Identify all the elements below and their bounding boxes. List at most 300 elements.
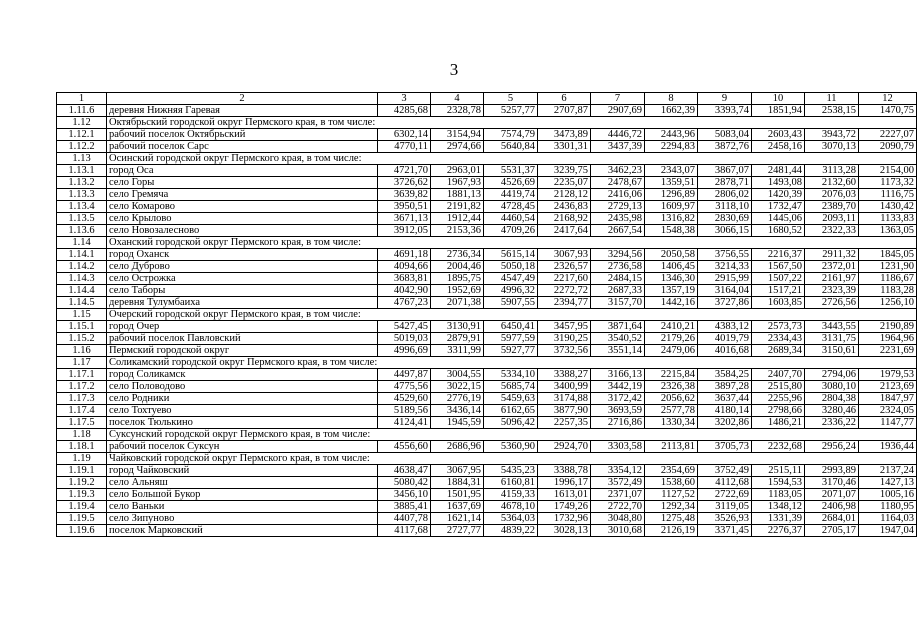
row-code: 1.19 [57, 453, 107, 465]
value-cell: 7574,79 [484, 129, 538, 141]
value-cell: 1847,97 [859, 393, 917, 405]
value-cell: 4497,87 [378, 369, 431, 381]
value-cell: 3157,70 [591, 297, 645, 309]
value-cell: 4019,79 [698, 333, 752, 345]
table-row [57, 417, 917, 429]
value-cell: 2684,01 [805, 513, 859, 525]
value-cell: 3303,58 [591, 441, 645, 453]
table-row [57, 405, 917, 417]
value-cell: 3154,94 [431, 129, 484, 141]
row-code: 1.13.6 [57, 225, 107, 237]
value-cell: 2406,98 [805, 501, 859, 513]
row-code: 1.19.3 [57, 489, 107, 501]
row-code: 1.18.1 [57, 441, 107, 453]
value-cell: 5927,77 [484, 345, 538, 357]
value-cell: 2963,01 [431, 165, 484, 177]
column-header: 1 [57, 93, 107, 105]
row-code: 1.13.2 [57, 177, 107, 189]
value-cell: 1292,34 [645, 501, 698, 513]
value-cell: 2538,15 [805, 105, 859, 117]
row-code: 1.15.1 [57, 321, 107, 333]
row-name: село Зипуново [107, 513, 378, 525]
row-code: 1.14.5 [57, 297, 107, 309]
value-cell: 2190,89 [859, 321, 917, 333]
value-cell: 1964,96 [859, 333, 917, 345]
value-cell: 1507,22 [752, 273, 805, 285]
value-cell: 3130,91 [431, 321, 484, 333]
value-cell: 1186,67 [859, 273, 917, 285]
value-cell: 2603,43 [752, 129, 805, 141]
row-name: село Крылово [107, 213, 378, 225]
table-body [57, 105, 917, 537]
value-cell: 2372,01 [805, 261, 859, 273]
value-cell: 1357,19 [645, 285, 698, 297]
value-cell: 4094,66 [378, 261, 431, 273]
value-cell: 1947,04 [859, 525, 917, 537]
value-cell: 1359,51 [645, 177, 698, 189]
value-cell: 2410,21 [645, 321, 698, 333]
row-name: село Большой Букор [107, 489, 378, 501]
value-cell: 1881,13 [431, 189, 484, 201]
value-cell: 2667,54 [591, 225, 645, 237]
value-cell: 1183,28 [859, 285, 917, 297]
value-cell: 2687,33 [591, 285, 645, 297]
value-cell: 1979,53 [859, 369, 917, 381]
value-cell: 1637,69 [431, 501, 484, 513]
value-cell: 1442,16 [645, 297, 698, 309]
row-name: село Горы [107, 177, 378, 189]
value-cell: 6160,81 [484, 477, 538, 489]
value-cell: 2326,38 [645, 381, 698, 393]
value-cell: 4529,60 [378, 393, 431, 405]
page-number: 3 [449, 60, 459, 79]
value-cell: 3584,25 [698, 369, 752, 381]
value-cell: 2371,07 [591, 489, 645, 501]
value-cell: 2435,98 [591, 213, 645, 225]
group-title: Октябрьский городской округ Пермского края, в том числе: [107, 117, 917, 129]
value-cell: 2322,33 [805, 225, 859, 237]
value-cell: 5360,90 [484, 441, 538, 453]
value-cell: 1231,90 [859, 261, 917, 273]
value-cell: 1133,83 [859, 213, 917, 225]
value-cell: 2776,19 [431, 393, 484, 405]
value-cell: 2479,06 [645, 345, 698, 357]
value-cell: 2436,83 [538, 201, 591, 213]
table-row [57, 333, 917, 345]
value-cell: 2071,38 [431, 297, 484, 309]
value-cell: 1548,38 [645, 225, 698, 237]
table-row [57, 513, 917, 525]
value-cell: 4839,22 [484, 525, 538, 537]
value-cell: 1996,17 [538, 477, 591, 489]
value-cell: 3311,99 [431, 345, 484, 357]
value-cell: 2235,07 [538, 177, 591, 189]
group-header-row [57, 153, 917, 165]
value-cell: 1884,31 [431, 477, 484, 489]
value-cell: 2389,70 [805, 201, 859, 213]
value-cell: 4407,78 [378, 513, 431, 525]
table-row [57, 489, 917, 501]
value-cell: 3048,80 [591, 513, 645, 525]
value-cell: 3693,59 [591, 405, 645, 417]
value-cell: 2216,37 [752, 249, 805, 261]
value-cell: 2573,73 [752, 321, 805, 333]
value-cell: 2231,69 [859, 345, 917, 357]
row-name: село Комарово [107, 201, 378, 213]
row-name: село Альняш [107, 477, 378, 489]
table-row [57, 525, 917, 537]
value-cell: 1183,05 [752, 489, 805, 501]
row-code: 1.19.4 [57, 501, 107, 513]
value-cell: 2123,69 [859, 381, 917, 393]
value-cell: 3131,75 [805, 333, 859, 345]
table-row [57, 249, 917, 261]
value-cell: 1406,45 [645, 261, 698, 273]
value-cell: 3726,62 [378, 177, 431, 189]
value-cell: 3526,93 [698, 513, 752, 525]
value-cell: 1470,75 [859, 105, 917, 117]
value-cell: 2276,37 [752, 525, 805, 537]
row-name: село Гремяча [107, 189, 378, 201]
row-code: 1.14.2 [57, 261, 107, 273]
value-cell: 4285,68 [378, 105, 431, 117]
value-cell: 3070,13 [805, 141, 859, 153]
value-cell: 4691,18 [378, 249, 431, 261]
table-header [57, 93, 917, 105]
value-cell: 5615,14 [484, 249, 538, 261]
group-title: Очерский городской округ Пермского края, в том числе: [107, 309, 917, 321]
table-row [57, 273, 917, 285]
group-title: Соликамский городской округ Пермского края, в том числе: [107, 357, 917, 369]
value-cell: 3371,45 [698, 525, 752, 537]
value-cell: 1936,44 [859, 441, 917, 453]
value-cell: 2911,32 [805, 249, 859, 261]
value-cell: 3190,25 [538, 333, 591, 345]
value-cell: 3080,10 [805, 381, 859, 393]
row-code: 1.19.6 [57, 525, 107, 537]
group-header-row [57, 237, 917, 249]
value-cell: 5459,63 [484, 393, 538, 405]
value-cell: 2515,11 [752, 465, 805, 477]
value-cell: 2257,35 [538, 417, 591, 429]
value-cell: 2227,07 [859, 129, 917, 141]
row-code: 1.13.1 [57, 165, 107, 177]
row-code: 1.17.1 [57, 369, 107, 381]
value-cell: 2722,69 [698, 489, 752, 501]
value-cell: 1603,85 [752, 297, 805, 309]
row-code: 1.19.5 [57, 513, 107, 525]
value-cell: 1749,26 [538, 501, 591, 513]
value-cell: 2056,62 [645, 393, 698, 405]
value-cell: 2255,96 [752, 393, 805, 405]
value-cell: 3166,13 [591, 369, 645, 381]
value-cell: 3164,04 [698, 285, 752, 297]
column-header: 2 [107, 93, 378, 105]
value-cell: 2878,71 [698, 177, 752, 189]
value-cell: 2956,24 [805, 441, 859, 453]
row-name: деревня Тулумбаиха [107, 297, 378, 309]
header-row [57, 93, 917, 105]
value-cell: 1363,05 [859, 225, 917, 237]
value-cell: 1517,21 [752, 285, 805, 297]
value-cell: 2323,39 [805, 285, 859, 297]
value-cell: 4112,68 [698, 477, 752, 489]
group-header-row [57, 357, 917, 369]
row-code: 1.13.4 [57, 201, 107, 213]
value-cell: 4721,70 [378, 165, 431, 177]
value-cell: 1567,50 [752, 261, 805, 273]
value-cell: 2137,24 [859, 465, 917, 477]
value-cell: 1348,12 [752, 501, 805, 513]
value-cell: 1952,69 [431, 285, 484, 297]
group-title: Чайковский городской округ Пермского края, в том числе: [107, 453, 917, 465]
value-cell: 2481,44 [752, 165, 805, 177]
value-cell: 2050,58 [645, 249, 698, 261]
column-header: 11 [805, 93, 859, 105]
value-cell: 2191,82 [431, 201, 484, 213]
value-cell: 4117,68 [378, 525, 431, 537]
value-cell: 4556,60 [378, 441, 431, 453]
value-cell: 5189,56 [378, 405, 431, 417]
value-cell: 3400,99 [538, 381, 591, 393]
value-cell: 2458,16 [752, 141, 805, 153]
value-cell: 1275,48 [645, 513, 698, 525]
value-cell: 3551,14 [591, 345, 645, 357]
value-cell: 4016,68 [698, 345, 752, 357]
value-cell: 4996,69 [378, 345, 431, 357]
group-title: Оханский городской округ Пермского края, в том числе: [107, 237, 917, 249]
table-row [57, 501, 917, 513]
value-cell: 2161,97 [805, 273, 859, 285]
value-cell: 3113,28 [805, 165, 859, 177]
value-cell: 1732,96 [538, 513, 591, 525]
value-cell: 2093,11 [805, 213, 859, 225]
value-cell: 3388,27 [538, 369, 591, 381]
value-cell: 2416,06 [591, 189, 645, 201]
value-cell: 2478,67 [591, 177, 645, 189]
value-cell: 2915,99 [698, 273, 752, 285]
row-name: рабочий поселок Октябрьский [107, 129, 378, 141]
value-cell: 3214,33 [698, 261, 752, 273]
value-cell: 5640,84 [484, 141, 538, 153]
value-cell: 3732,56 [538, 345, 591, 357]
value-cell: 2686,96 [431, 441, 484, 453]
value-cell: 3572,49 [591, 477, 645, 489]
value-cell: 2806,02 [698, 189, 752, 201]
value-cell: 2126,19 [645, 525, 698, 537]
value-cell: 3388,78 [538, 465, 591, 477]
row-code: 1.13.3 [57, 189, 107, 201]
value-cell: 4383,12 [698, 321, 752, 333]
column-header: 12 [859, 93, 917, 105]
row-name: город Соликамск [107, 369, 378, 381]
column-header: 10 [752, 93, 805, 105]
value-cell: 2128,12 [538, 189, 591, 201]
table-row [57, 213, 917, 225]
value-cell: 2354,69 [645, 465, 698, 477]
value-cell: 2232,68 [752, 441, 805, 453]
row-name: рабочий поселок Сарс [107, 141, 378, 153]
value-cell: 1486,21 [752, 417, 805, 429]
value-cell: 3705,73 [698, 441, 752, 453]
row-code: 1.15 [57, 309, 107, 321]
value-cell: 2217,60 [538, 273, 591, 285]
value-cell: 4709,26 [484, 225, 538, 237]
value-cell: 5257,77 [484, 105, 538, 117]
value-cell: 2736,58 [591, 261, 645, 273]
table-row [57, 297, 917, 309]
value-cell: 3442,19 [591, 381, 645, 393]
value-cell: 5977,59 [484, 333, 538, 345]
value-cell: 2729,13 [591, 201, 645, 213]
table-row [57, 285, 917, 297]
row-name: село Новозалесново [107, 225, 378, 237]
value-cell: 3671,13 [378, 213, 431, 225]
value-cell: 1493,08 [752, 177, 805, 189]
value-cell: 1845,05 [859, 249, 917, 261]
value-cell: 1180,95 [859, 501, 917, 513]
value-cell: 1147,77 [859, 417, 917, 429]
value-cell: 3637,44 [698, 393, 752, 405]
row-name: село Дуброво [107, 261, 378, 273]
column-header: 5 [484, 93, 538, 105]
value-cell: 2179,26 [645, 333, 698, 345]
value-cell: 1501,95 [431, 489, 484, 501]
row-code: 1.14.4 [57, 285, 107, 297]
value-cell: 5427,45 [378, 321, 431, 333]
group-title: Осинский городской округ Пермского края, в том числе: [107, 153, 917, 165]
value-cell: 4526,69 [484, 177, 538, 189]
row-code: 1.12.2 [57, 141, 107, 153]
row-name: поселок Марковский [107, 525, 378, 537]
row-name: город Чайковский [107, 465, 378, 477]
value-cell: 2417,64 [538, 225, 591, 237]
value-cell: 1895,75 [431, 273, 484, 285]
row-name: город Очер [107, 321, 378, 333]
value-cell: 5050,18 [484, 261, 538, 273]
value-cell: 4446,72 [591, 129, 645, 141]
value-cell: 1173,32 [859, 177, 917, 189]
row-name: село Острожка [107, 273, 378, 285]
value-cell: 5019,03 [378, 333, 431, 345]
value-cell: 2324,05 [859, 405, 917, 417]
row-name: рабочий поселок Суксун [107, 441, 378, 453]
value-cell: 2726,56 [805, 297, 859, 309]
column-header: 9 [698, 93, 752, 105]
value-cell: 1445,06 [752, 213, 805, 225]
row-code: 1.18 [57, 429, 107, 441]
group-header-row [57, 117, 917, 129]
row-name: поселок Тюлькино [107, 417, 378, 429]
value-cell: 3004,55 [431, 369, 484, 381]
value-cell: 3118,10 [698, 201, 752, 213]
table-row [57, 261, 917, 273]
row-name: село Ваньки [107, 501, 378, 513]
value-cell: 2154,00 [859, 165, 917, 177]
value-cell: 2689,34 [752, 345, 805, 357]
value-cell: 5435,23 [484, 465, 538, 477]
value-cell: 3443,55 [805, 321, 859, 333]
value-cell: 3022,15 [431, 381, 484, 393]
value-cell: 3872,76 [698, 141, 752, 153]
value-cell: 3301,31 [538, 141, 591, 153]
value-cell: 1331,39 [752, 513, 805, 525]
value-cell: 2722,70 [591, 501, 645, 513]
table-row [57, 441, 917, 453]
value-cell: 3436,14 [431, 405, 484, 417]
row-code: 1.12 [57, 117, 107, 129]
table-row [57, 189, 917, 201]
value-cell: 2326,57 [538, 261, 591, 273]
row-code: 1.19.1 [57, 465, 107, 477]
table-row [57, 345, 917, 357]
value-cell: 1851,94 [752, 105, 805, 117]
value-cell: 2090,79 [859, 141, 917, 153]
group-title: Суксунский городской округ Пермского края, в том числе: [107, 429, 917, 441]
value-cell: 2879,91 [431, 333, 484, 345]
value-cell: 1967,93 [431, 177, 484, 189]
value-cell: 2004,46 [431, 261, 484, 273]
value-cell: 1116,75 [859, 189, 917, 201]
value-cell: 4770,11 [378, 141, 431, 153]
row-name: деревня Нижняя Гаревая [107, 105, 378, 117]
value-cell: 3150,61 [805, 345, 859, 357]
value-cell: 3756,55 [698, 249, 752, 261]
value-cell: 2336,22 [805, 417, 859, 429]
column-header: 6 [538, 93, 591, 105]
row-code: 1.14.1 [57, 249, 107, 261]
table-row [57, 177, 917, 189]
value-cell: 1662,39 [645, 105, 698, 117]
value-cell: 1427,13 [859, 477, 917, 489]
value-cell: 4124,41 [378, 417, 431, 429]
row-code: 1.17.5 [57, 417, 107, 429]
value-cell: 3727,86 [698, 297, 752, 309]
table-row [57, 201, 917, 213]
value-cell: 2343,07 [645, 165, 698, 177]
value-cell: 2484,15 [591, 273, 645, 285]
table-row [57, 141, 917, 153]
row-code: 1.17.2 [57, 381, 107, 393]
value-cell: 2794,06 [805, 369, 859, 381]
row-code: 1.14.3 [57, 273, 107, 285]
value-cell: 3897,28 [698, 381, 752, 393]
value-cell: 3540,52 [591, 333, 645, 345]
row-code: 1.16 [57, 345, 107, 357]
value-cell: 2907,69 [591, 105, 645, 117]
value-cell: 4180,14 [698, 405, 752, 417]
value-cell: 6450,41 [484, 321, 538, 333]
value-cell: 4775,56 [378, 381, 431, 393]
value-cell: 2334,43 [752, 333, 805, 345]
value-cell: 2974,66 [431, 141, 484, 153]
value-cell: 1945,59 [431, 417, 484, 429]
value-cell: 3457,95 [538, 321, 591, 333]
value-cell: 3174,88 [538, 393, 591, 405]
value-cell: 4460,54 [484, 213, 538, 225]
value-cell: 4419,74 [484, 189, 538, 201]
value-cell: 2394,77 [538, 297, 591, 309]
row-code: 1.17.4 [57, 405, 107, 417]
row-name: Пермский городской округ [107, 345, 378, 357]
value-cell: 5096,42 [484, 417, 538, 429]
value-cell: 5531,37 [484, 165, 538, 177]
value-cell: 3202,86 [698, 417, 752, 429]
value-cell: 4159,33 [484, 489, 538, 501]
row-code: 1.13.5 [57, 213, 107, 225]
value-cell: 5364,03 [484, 513, 538, 525]
value-cell: 2132,60 [805, 177, 859, 189]
